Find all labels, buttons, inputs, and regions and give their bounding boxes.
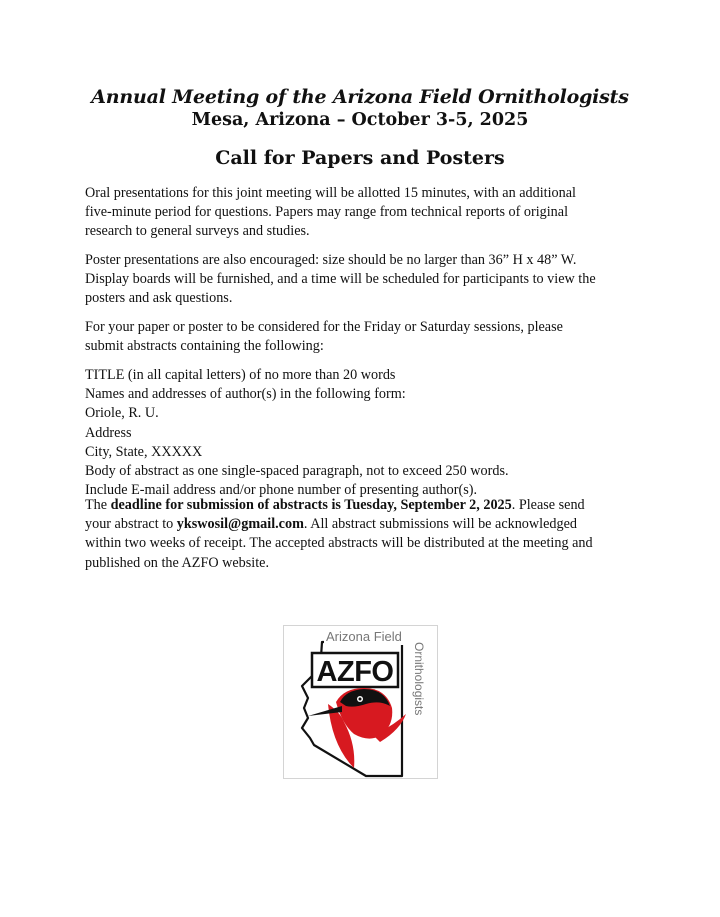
logo-acronym: AZFO [316, 656, 394, 688]
bird-pupil-icon [359, 698, 362, 701]
list-item: City, State, XXXXX [85, 443, 203, 460]
logo-side-text: Ornithologists [412, 642, 426, 716]
azfo-logo [283, 625, 438, 779]
list-item: Include E-mail address and/or phone number of presenting author(s). [85, 482, 478, 499]
list-item: Address [85, 424, 132, 441]
text-line: For your paper or poster to be considered for the Friday or Saturday sessions, please [85, 319, 563, 335]
oral-presentations-paragraph [85, 184, 645, 242]
list-item: Body of abstract as one single-spaced paragraph, not to exceed 250 words. [85, 463, 509, 480]
text-line: submit abstracts containing the following: [85, 338, 324, 355]
meeting-title: Annual Meeting of the Arizona Field Ornithologists [91, 86, 629, 108]
text-line [85, 496, 645, 515]
list-item: Names and addresses of author(s) in the following form: [85, 386, 406, 403]
text-line: five-minute period for questions. Papers may range from technical reports of original [85, 204, 569, 221]
text-fragment: The [85, 497, 111, 513]
deadline-text: deadline for submission of abstracts is Tuesday, September 2, 2025 [110, 497, 512, 513]
call-for-papers-heading: Call for Papers and Posters [215, 147, 505, 169]
text-line: posters and ask questions. [85, 290, 233, 307]
text-line: within two weeks of receipt. The accepted abstracts will be distributed at the meeting and [85, 535, 593, 552]
text-line: published on the AZFO website. [85, 554, 270, 571]
abstract-requirements-list [85, 366, 645, 500]
text-line: Poster presentations are also encouraged: size should be no larger than 36” H x 48” W. [85, 252, 577, 268]
contact-email[interactable]: ykswosil@gmail.com [176, 516, 304, 533]
text-line: Oral presentations for this joint meeting will be allotted 15 minutes, with an additional [85, 185, 576, 201]
deadline-paragraph [85, 496, 645, 573]
text-line: research to general surveys and studies. [85, 223, 310, 240]
text-line: Display boards will be furnished, and a time will be scheduled for participants to view the [85, 271, 596, 288]
text-fragment: . All abstract submissions will be acknowledged [303, 516, 577, 533]
text-fragment: your abstract to [85, 516, 177, 533]
azfo-logo-graphic [284, 626, 437, 778]
text-line [85, 515, 645, 534]
meeting-location-date: Mesa, Arizona – October 3-5, 2025 [191, 110, 529, 130]
list-item: Oriole, R. U. [85, 405, 159, 422]
text-fragment: . Please send [511, 497, 585, 513]
logo-top-text: Arizona Field [326, 629, 402, 644]
poster-presentations-paragraph [85, 251, 645, 309]
sessions-paragraph [85, 318, 645, 356]
list-item: TITLE (in all capital letters) of no more than 20 words [85, 367, 396, 383]
